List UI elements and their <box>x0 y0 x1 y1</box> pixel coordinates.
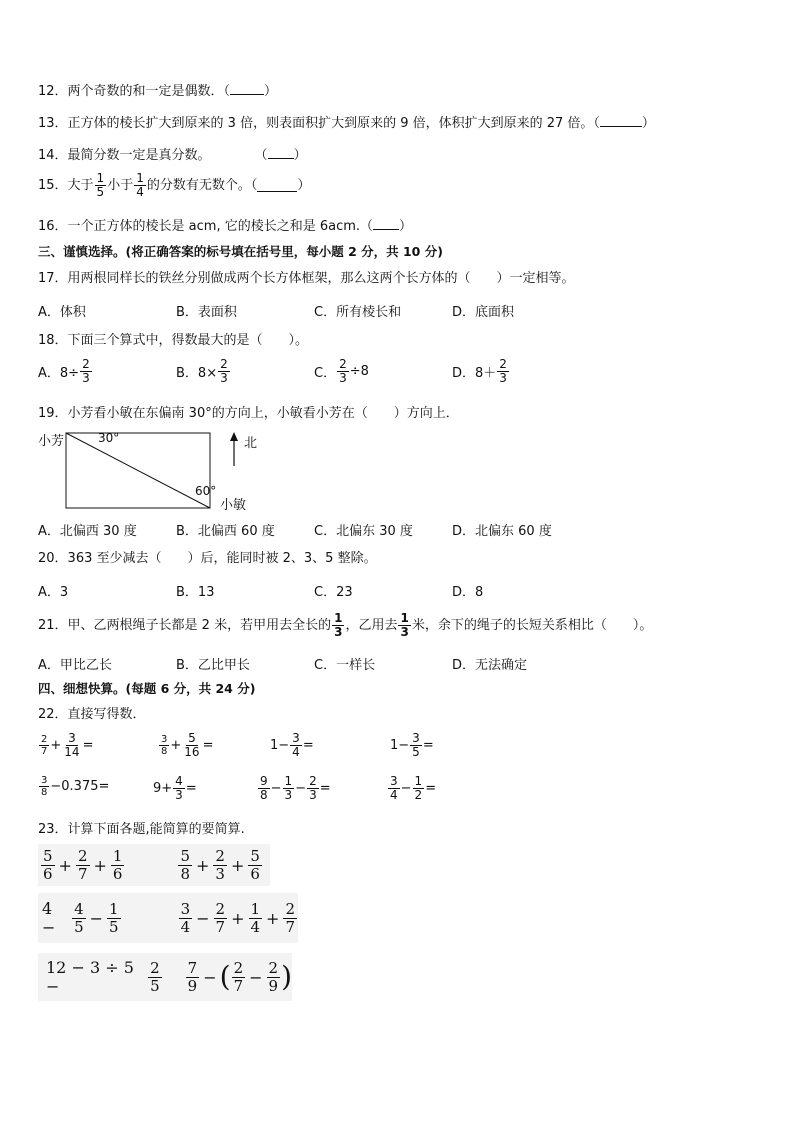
fraction: $\frac{2}{3}$ <box>499 357 507 385</box>
option-c[interactable]: C．北偏东 30 度 <box>314 524 413 539</box>
option-b[interactable]: B．北偏西 60 度 <box>176 524 275 539</box>
option-d[interactable]: D．8＋ $\frac{2}{3}$ <box>452 357 507 385</box>
fraction: $\frac{1}{3}$ <box>334 611 343 639</box>
option-d[interactable]: D．北偏东 60 度 <box>452 524 552 539</box>
problem-1: $\frac{5}{6}$ + $\frac{2}{7}$ + $\frac{1}{6}$ <box>43 846 123 883</box>
option-c[interactable]: C．所有棱长和 <box>314 305 402 320</box>
label-north: 北 <box>244 436 258 451</box>
option-b[interactable]: B．8× $\frac{2}{3}$ <box>176 357 228 385</box>
expression: $\frac{9}{8}$ − $\frac{1}{3}$ − $\frac{2}{3}$ = <box>260 774 331 802</box>
diagonal-line <box>66 433 210 508</box>
direction-figure <box>38 430 268 518</box>
question-16: 16．一个正方体的棱长是 acm, 它的棱长之和是 6acm.（ ） <box>38 219 413 234</box>
label-xiaomin: 小敏 <box>220 498 247 513</box>
angle-60-label: 60° <box>195 484 217 498</box>
problem-image <box>38 844 270 886</box>
problem-image <box>38 893 298 943</box>
option-a[interactable]: A．8÷ $\frac{2}{3}$ <box>38 357 90 385</box>
expression: 9+ $\frac{4}{3}$ = <box>153 774 197 802</box>
problem-5: 12 − 3 ÷ 5 − $\frac{2}{5}$ <box>46 958 160 996</box>
expression: $\frac{2}{7}$ + $\frac{3}{14}$ = <box>41 731 94 759</box>
angle-30-label: 30° <box>98 431 120 445</box>
problem-4: $\frac{3}{4}$ − $\frac{2}{7}$ + $\frac{1}{4}$ + $\frac{2}{7}$ <box>180 899 295 936</box>
answer-blank[interactable] <box>257 179 297 192</box>
question-18: 18．下面三个算式中，得数最大的是（ ）。 <box>38 333 309 348</box>
answer-blank[interactable] <box>600 114 642 127</box>
option-b[interactable]: B．乙比甲长 <box>176 658 250 673</box>
question-22: 22．直接写得数． <box>38 707 146 722</box>
question-20: 20．363 至少减去（ ）后，能同时被 2、3、5 整除。 <box>38 551 377 566</box>
fraction: $\frac{1}{5}$ <box>96 171 105 199</box>
option-d[interactable]: D．底面积 <box>452 305 515 320</box>
question-13: 13．正方体的棱长扩大到原来的 3 倍，则表面积扩大到原来的 9 倍，体积扩大到原来的 27 倍。（ ） <box>38 116 655 131</box>
section-4-heading: 四、细想快算。(每题 6 分，共 24 分) <box>38 681 256 696</box>
option-b[interactable]: B．13 <box>176 585 215 600</box>
expression: $\frac{3}{8}$ −0.375= <box>41 775 110 798</box>
expression: 1− $\frac{3}{4}$ = <box>270 731 314 759</box>
option-c[interactable]: C．一样长 <box>314 658 376 673</box>
problem-6: $\frac{7}{9}$ − ( $\frac{2}{7}$ − $\frac{2}{9}$ ) <box>187 958 292 995</box>
option-c[interactable]: C．23 <box>314 585 353 600</box>
question-15: 15．大于 $\frac{1}{5}$ 小于 $\frac{1}{4}$ 的分数有无数个。（ ） <box>38 171 311 199</box>
option-a[interactable]: A．体积 <box>38 305 86 320</box>
expression: 1− $\frac{3}{5}$ = <box>390 731 434 759</box>
problem-3: 4 − $\frac{4}{5}$ − $\frac{1}{5}$ <box>42 899 119 937</box>
expression: $\frac{3}{8}$ + $\frac{5}{16}$ = <box>161 731 214 759</box>
section-3-heading: 三、谨慎选择。(将正确答案的标号填在括号里，每小题 2 分，共 10 分) <box>38 244 443 259</box>
north-arrow-head <box>230 432 238 441</box>
option-a[interactable]: A．北偏西 30 度 <box>38 524 137 539</box>
question-17: 17．用两根同样长的铁丝分别做成两个长方体框架，那么这两个长方体的（ ）一定相等。 <box>38 271 575 286</box>
expression: $\frac{3}{4}$ − $\frac{1}{2}$ = <box>390 774 437 802</box>
option-a[interactable]: A．3 <box>38 585 69 600</box>
option-b[interactable]: B．表面积 <box>176 305 237 320</box>
question-23: 23．计算下面各题,能简算的要简算. <box>38 822 245 837</box>
option-c[interactable]: C． $\frac{2}{3}$ ÷8 <box>314 357 369 385</box>
option-d[interactable]: D．无法确定 <box>452 658 528 673</box>
question-12: 12．两个奇数的和一定是偶数．（ ） <box>38 84 278 99</box>
answer-blank[interactable] <box>373 217 399 230</box>
question-14: 14．最简分数一定是真分数。 （ ） <box>38 148 307 163</box>
answer-blank[interactable] <box>268 146 294 159</box>
fraction: $\frac{2}{3}$ <box>339 357 347 385</box>
label-xiaofang: 小芳 <box>38 434 65 449</box>
option-a[interactable]: A．甲比乙长 <box>38 658 112 673</box>
option-d[interactable]: D．8 <box>452 585 484 600</box>
fraction: $\frac{1}{4}$ <box>136 171 144 199</box>
problem-2: $\frac{5}{8}$ + $\frac{2}{3}$ + $\frac{5}{6}$ <box>180 846 260 883</box>
fraction: $\frac{2}{3}$ <box>82 357 90 385</box>
fraction: $\frac{1}{3}$ <box>400 611 409 639</box>
answer-blank[interactable] <box>230 82 264 95</box>
question-21: 21．甲、乙两根绳子长都是 2 米，若甲用去全长的 $\frac{1}{3}$ ，乙用去 $\frac{1}{3}$ 米，余下的绳子的长短关系相比（ ）。 <box>38 611 653 639</box>
question-19: 19．小芳看小敏在东偏南 30°的方向上，小敏看小芳在（ ）方向上． <box>38 406 459 421</box>
problem-image <box>38 953 292 1001</box>
fraction: $\frac{2}{3}$ <box>220 357 228 385</box>
